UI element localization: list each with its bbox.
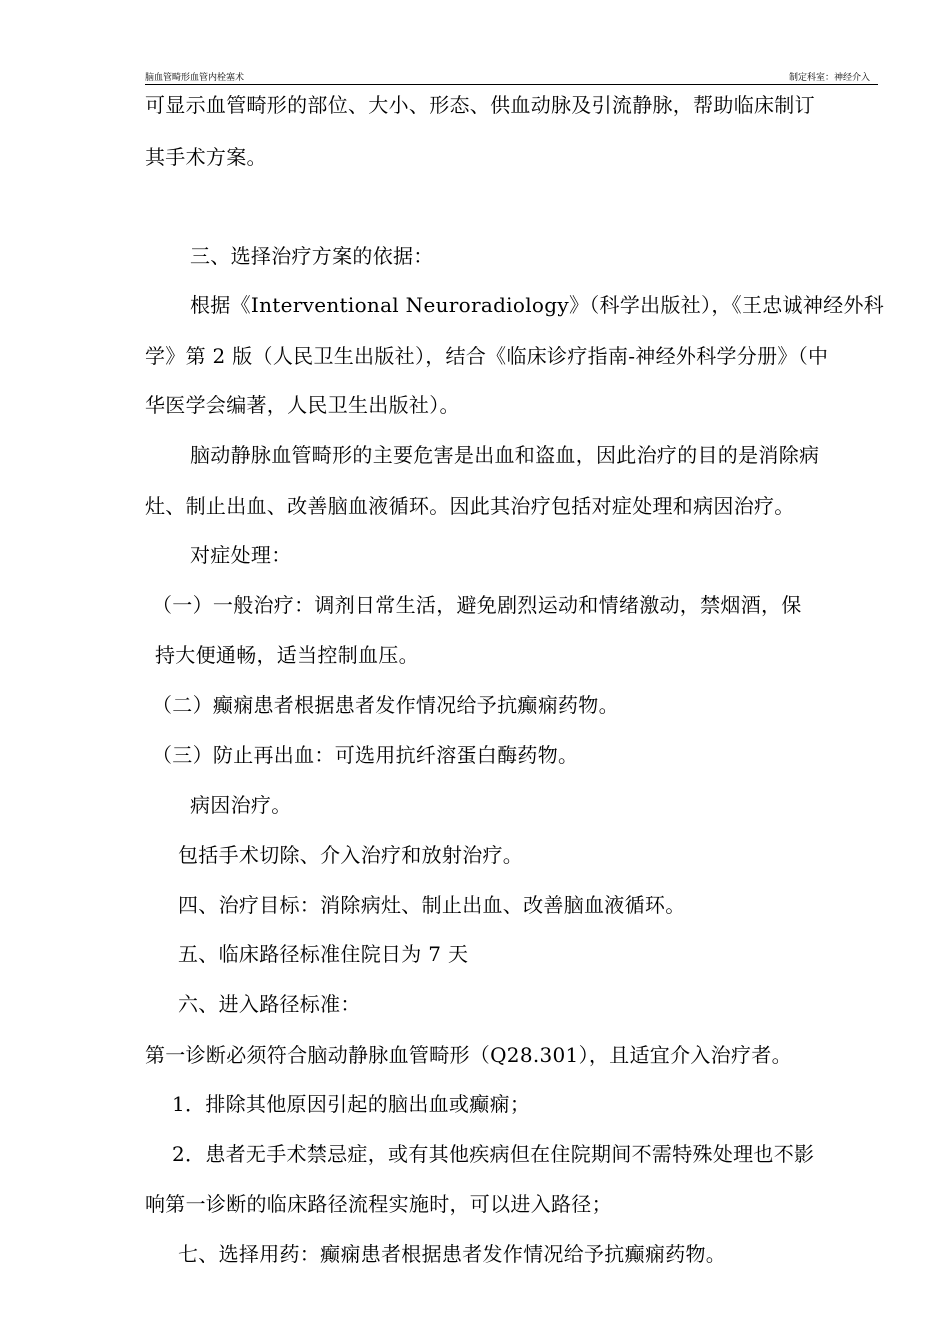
page-header (145, 73, 878, 83)
list-item: （三）防止再出血：可选用抗纤溶蛋白酶药物。 (152, 743, 579, 767)
header-document-title: 脑血管畸形血管内栓塞术 (145, 73, 245, 83)
list-item-continued: 响第一诊断的临床路径流程实施时，可以进入路径； (145, 1192, 612, 1216)
list-item: （二）癫痫患者根据患者发作情况给予抗癫痫药物。 (152, 693, 619, 717)
list-item: （一）一般治疗：调剂日常生活，避免剧烈运动和情绪激动，禁烟酒，保 (152, 593, 802, 617)
paragraph-line: 其手术方案。 (145, 145, 267, 169)
list-item-continued: 持大便通畅，适当控制血压。 (155, 643, 419, 667)
paragraph-line: 可显示血管畸形的部位、大小、形态、供血动脉及引流静脉，帮助临床制订 (145, 93, 815, 117)
subheading: 病因治疗。 (190, 793, 292, 817)
paragraph-line: 根据《Interventional Neuroradiology》（科学出版社），《王忠诚神经外科 (190, 293, 885, 317)
paragraph-line: 学》第 2 版（人民卫生出版社），结合《临床诊疗指南-神经外科学分册》（中 (145, 344, 829, 368)
section-heading: 三、选择治疗方案的依据： (190, 244, 434, 268)
header-department: 制定科室：神经介入 (788, 73, 870, 83)
list-item: 1．排除其他原因引起的脑出血或癫痫； (172, 1092, 531, 1116)
paragraph-line: 脑动静脉血管畸形的主要危害是出血和盗血，因此治疗的目的是消除病 (190, 443, 820, 467)
section-heading: 五、临床路径标准住院日为 7 天 (178, 942, 469, 966)
paragraph-line: 包括手术切除、介入治疗和放射治疗。 (178, 843, 524, 867)
paragraph-line: 灶、制止出血、改善脑血液循环。因此其治疗包括对症处理和病因治疗。 (145, 494, 795, 518)
section-heading: 四、治疗目标：消除病灶、制止出血、改善脑血液循环。 (178, 893, 686, 917)
subheading: 对症处理： (190, 543, 292, 567)
paragraph-line: 第一诊断必须符合脑动静脉血管畸形（Q28.301），且适宜介入治疗者。 (145, 1043, 792, 1067)
header-rule (145, 84, 878, 85)
list-item: 2．患者无手术禁忌症，或有其他疾病但在住院期间不需特殊处理也不影 (172, 1142, 815, 1166)
paragraph-line: 华医学会编著，人民卫生出版社）。 (145, 393, 460, 417)
section-heading: 七、选择用药：癫痫患者根据患者发作情况给予抗癫痫药物。 (178, 1242, 727, 1266)
section-heading: 六、进入路径标准： (178, 992, 361, 1016)
